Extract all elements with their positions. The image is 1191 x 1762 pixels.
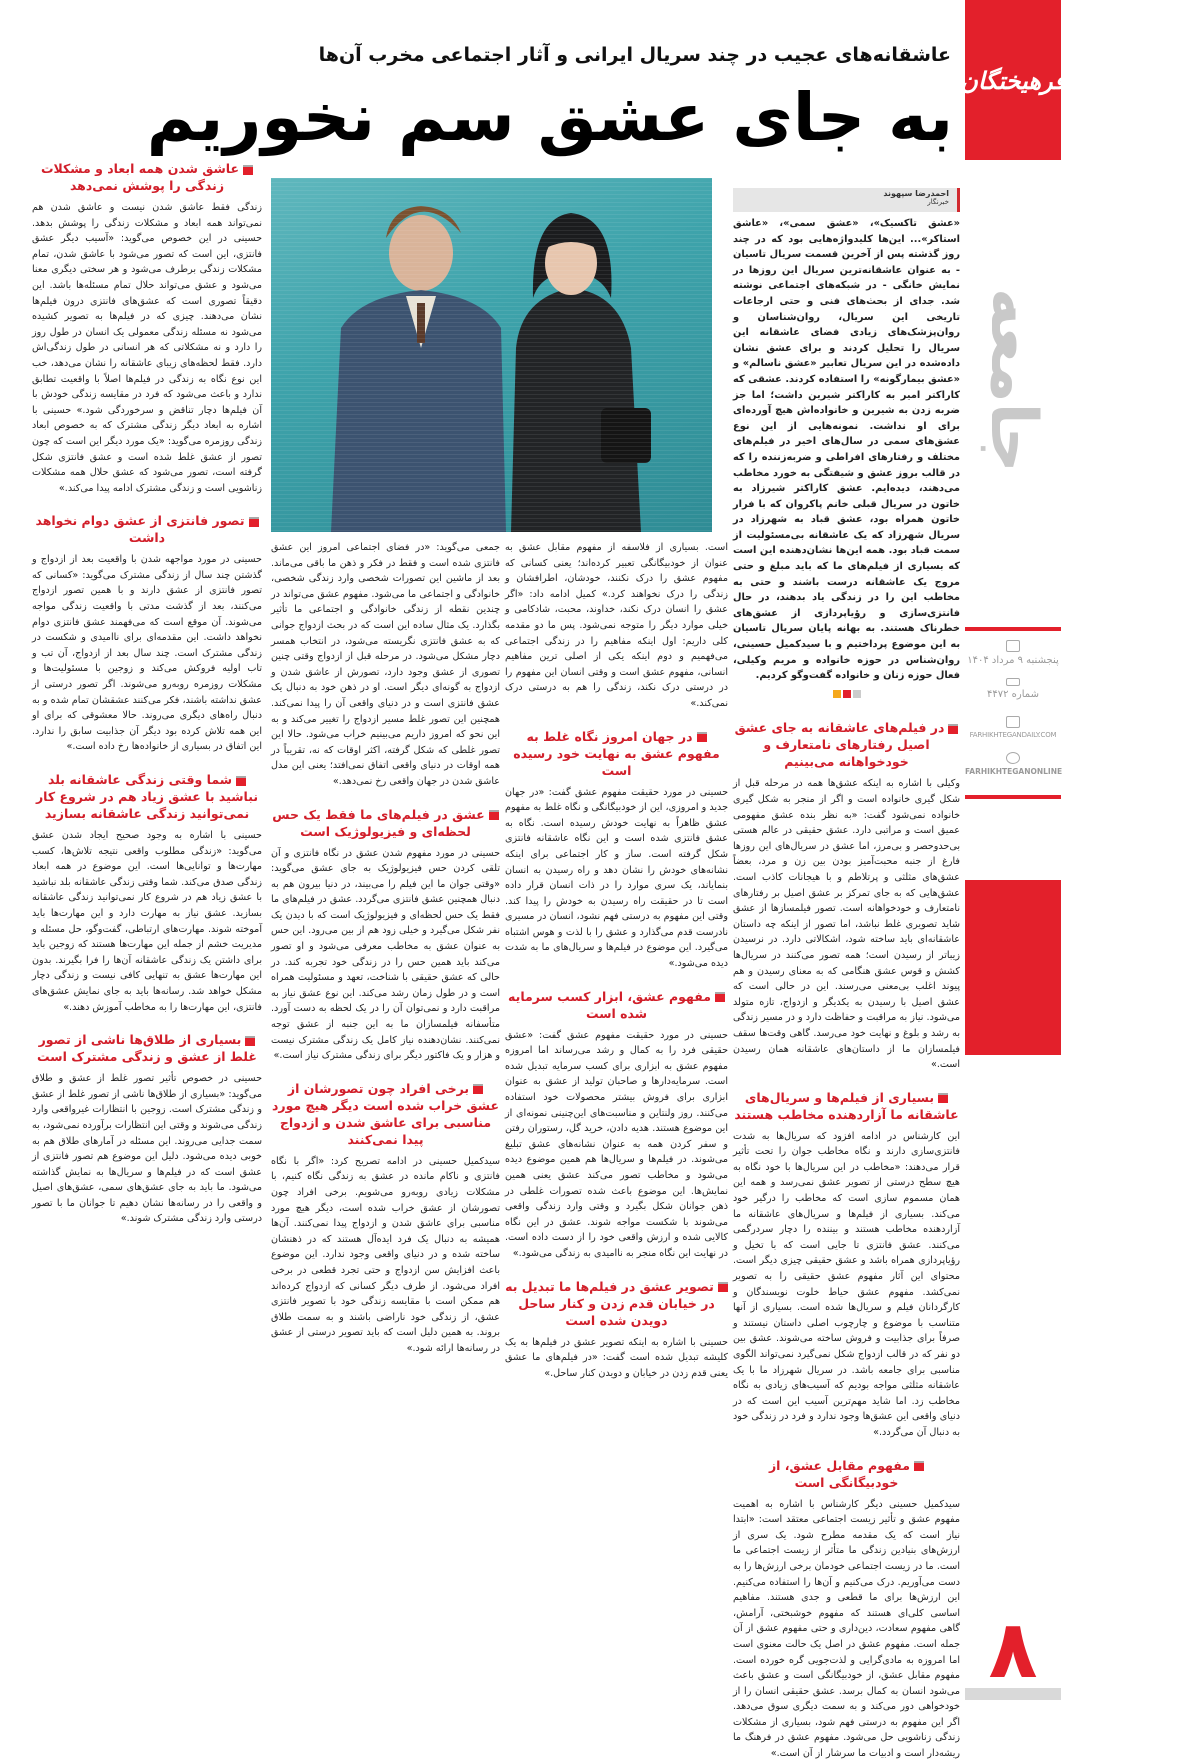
section-heading: بسیاری از طلاق‌ها ناشی از تصور غلط از عشق و زندگی مشترک است: [32, 1031, 262, 1065]
newspaper-icon: [1006, 678, 1020, 686]
section-heading: در فیلم‌های عاشقانه به جای عشق اصیل رفتارهای نامتعارف و خودخواهانه می‌بینیم: [733, 719, 960, 770]
column-3: [271, 540, 500, 1696]
wall-texture: [271, 242, 712, 243]
body-paragraph: حسینی در خصوص تأثیر تصور غلط از عشق و طلاق می‌گوید: «بسیاری از طلاق‌ها ناشی از تصور غلط از عشق و زندگی مشترک است. زوجین با انتظارات غیرواقعی وارد زندگی می‌شوند و وقتی این انتظارات برآورده نمی‌شود، به سمت جدایی می‌روند. این مسئله در آمارهای طلاق هم به خوبی دیده می‌شود. دلیل این موضوع هم تصور فانتزی از عشق است که در فیلم‌ها و سریال‌ها به نمایش گذاشته می‌شود. ما باید به جای عشق‌های سمی، عشق‌های اصیل و واقعی را در رسانه‌ها نشان دهیم تا جوانان ما با تصور درستی وارد زندگی مشترک شوند.»: [32, 1073, 262, 1225]
wall-texture: [271, 506, 712, 507]
wall-texture: [271, 514, 712, 515]
body-paragraph: حسینی با اشاره به اینکه تصویر عشق در فیلم‌ها به یک کلیشه تبدیل شده است گفت: «در فیلم‌های ما عشق یعنی قدم زدن در خیابان و دویدن کنار ساحل.»: [505, 1336, 728, 1379]
wall-texture: [271, 294, 712, 295]
column-2: [505, 540, 728, 1696]
wall-texture: [271, 194, 712, 195]
wall-texture: [271, 186, 712, 187]
body-paragraph: حسینی با اشاره به وجود صحیح ایجاد شدن عشق می‌گوید: «زندگی مطلوب واقعی نتیجه تلاش‌ها، کسب مهارت‌ها و توانایی‌ها است. این موضوع در همه ابعاد زندگی صدق می‌کند. شما وقتی زندگی عاشقانه بلد نباشید با عشق زیاد هم در شروع کار نمی‌توانید زندگی عاشقانه بسازید. عشق نیاز به مهارت دارد و این مهارت‌ها باید آموخته شوند. مهارت‌های ارتباطی، گفت‌وگو، حل مسئله و مدیریت خشم از جمله این مهارت‌ها هستند که زوجین باید برای داشتن یک زندگی عاشقانه آن‌ها را فرا بگیرند. بدون این مهارت‌ها عشق به تنهایی کافی نیست و زندگی دچار مشکل خواهد شد. رسانه‌ها باید به جای نمایش عشق‌های فانتزی، این مهارت‌ها را به مخاطب آموزش دهند.»: [32, 830, 262, 1013]
wall-texture: [271, 530, 712, 531]
wall-texture: [271, 238, 712, 239]
issue-number: [965, 678, 1061, 700]
section-heading: تصور فانتزی از عشق دوام نخواهد داشت: [32, 512, 262, 546]
wall-texture: [271, 338, 712, 339]
color-block: [965, 880, 1061, 1055]
section-name: جامعه: [976, 287, 1050, 473]
wall-texture: [271, 370, 712, 371]
wall-texture: [271, 406, 712, 407]
page-number: ۸: [965, 1600, 1061, 1688]
wall-texture: [271, 342, 712, 343]
wall-texture: [271, 322, 712, 323]
divider: [965, 795, 1061, 799]
headline-kicker: عاشقانه‌های عجیب در چند سریال ایرانی و آثار اجتماعی مخرب آن‌ها: [318, 44, 951, 66]
wall-texture: [271, 466, 712, 467]
wall-texture: [271, 250, 712, 251]
body-paragraph: سیدکمیل حسینی در ادامه تصریح کرد: «اگر با نگاه فانتزی و ناکام مانده در عشق به زندگی نگاه کنیم، با مشکلات زیادی روبه‌رو می‌شویم. برخی افراد چون تصورشان از عشق خراب شده است، دیگر هیچ مورد مناسبی برای عاشق شدن و ازدواج پیدا نمی‌کنند. آن‌ها همیشه به دنبال یک فرد ایده‌آل هستند که در ذهنشان ساخته شده و در دنیای واقعی وجود ندارد. این موضوع باعث افزایش سن ازدواج و حتی تجرد قطعی در برخی افراد می‌شود. از طرف دیگر کسانی که ازدواج کرده‌اند هم ممکن است با مقایسه زندگی خود با تصویر فانتزی عشق، از زندگی خود ناراضی باشند و به سمت طلاق بروند. به همین دلیل است که باید تصویر درستی از عشق در رسانه‌ها ارائه شود.»: [271, 1155, 500, 1354]
wall-texture: [271, 374, 712, 375]
wall-texture: [271, 310, 712, 311]
wall-texture: [271, 410, 712, 411]
wall-texture: [271, 318, 712, 319]
wall-texture: [271, 330, 712, 331]
wall-texture: [271, 522, 712, 523]
wall-texture: [271, 262, 712, 263]
body-paragraph: وکیلی با اشاره به اینکه عشق‌ها همه در مرحله قبل از شکل گیری خانواده است و اگر از منجر به شکل گیری خانواده نمی‌شود گفت: «به نظر بنده عشق مفهومی عمیق است و مراتبی دارد. عشق حقیقی در عالم هستی بی‌حدوحصر و بی‌مرز، اما عشق در سریال‌های این روزها فارغ از جنبه محبت‌آمیز بودن بین زن و مرد، بعضاً عشق‌های مثلثی و پرتلاطم و با هیجانات کاذب است. عشق‌هایی که به جای تمرکز بر عشق اصیل بر رفتارهای نامتعارف و خودخواهانه است. تصور فیلمسازها از عشق شاید تصویری غلط نباشد، اما تصور از اینکه چه داستان عاشقانه‌ای باید ساخته شود، اشکالاتی دارد. در نرسیدن زیباتر از رسیدن است؛ همه تصور می‌کنند در سریال‌ها کشش و قوس عشق هنگامی که به معنای رسیدن و هم پیوند اغلب بی‌معنی می‌رسند. این در حالی است که عشق اصیل با رسیدن به یکدیگر و ازدواج، تازه متولد می‌شود. نیاز به مراقبت و حفاظت دارد و در مسیر زندگی به رشد و بلوغ و نهایت خود می‌رسد. گاهی وقت‌ها سقف فیلمسازان ما از داستان‌های عاشقانه همان رسیدن است.»: [733, 778, 960, 1071]
wall-texture: [271, 270, 712, 271]
author-name: احمدرضا سپهوند: [883, 189, 949, 198]
wall-texture: [271, 218, 712, 219]
wall-texture: [271, 234, 712, 235]
calendar-icon: [1006, 640, 1020, 652]
body-paragraph: حسینی در مورد حقیقت مفهوم عشق گفت: «عشق حقیقی فرد را به کمال و رشد می‌رساند اما امروزه مفهوم عشق به ابزاری برای کسب سرمایه تبدیل شده است. سرمایه‌دارها و صاحبان تولید از عشق به عنوان ابزاری برای فروش بیشتر محصولات خود استفاده می‌کنند. روز ولنتاین و مناسبت‌های این‌چنینی نمونه‌ای از این موضوع هستند. هدیه دادن، خرید گل، رستوران رفتن و سفر کردن همه به عنوان نشانه‌های عشق تبلیغ می‌شوند. در فیلم‌ها و سریال‌ها هم همین موضوع دیده می‌شود و مخاطب تصور می‌کند عشق یعنی همین نمایش‌ها. این موضوع باعث شده تصورات غلطی در ذهن جوانان شکل بگیرد و وقتی وارد زندگی واقعی می‌شوند با شکست مواجه شوند. عشق در این نگاه کالایی شده و ارزش واقعی خود را از دست داده است. در نهایت این نگاه منجر به ناامیدی به زندگی می‌شود.»: [505, 1029, 728, 1259]
wall-texture: [271, 314, 712, 315]
wall-texture: [271, 222, 712, 223]
wall-texture: [271, 358, 712, 359]
divider: [965, 627, 1061, 631]
wall-texture: [271, 482, 712, 483]
wall-texture: [271, 230, 712, 231]
wall-texture: [271, 502, 712, 503]
body-paragraph: زندگی فقط عاشق شدن نیست و عاشق شدن هم نمی‌تواند همه ابعاد و مشکلات زندگی را پوشش بدهد. حسینی در این خصوص می‌گوید: «آسیب دیگر عشق فانتزی، این است که تصور می‌شود با عاشق شدن، تمام مشکلات زندگی برطرف می‌شود و هر سختی دیگری معنا می‌شود و عشق می‌تواند حلال تمام مسئله‌ها باشد. این دقیقاً تصوری است که عشق‌های فانتزی درون فیلم‌ها نشان می‌دهند. چیزی که در فیلم‌ها به تصویر کشیده می‌شود نه مسئله زندگی معمولی یک انسان در طول روز را دارد و نه مشکلاتی که هر انسانی در طول زندگی‌اش دارد. فقط لحظه‌های زیبای عاشقانه را نشان می‌دهد، خب این نوع نگاه به زندگی در فیلم‌ها اصلاً با واقعیت تطابق ندارد و باعث می‌شود که فرد در مقایسه زندگی خودش با آن فیلم‌ها دچار تناقض و سرخوردگی شود.» حسینی با اشاره به ابعاد دیگر زندگی مشترک که به خصوص ابعاد زندگی روزمره می‌گوید: «یک مورد دیگر این است که چون تصور از عشق غلط شده است و عشق فانتزی شکل گرفته است، تصور می‌شود که عشق حلال همه مشکلات زناشویی است و زندگی مشترک ادامه پیدا می‌کند.»: [32, 202, 262, 494]
wall-texture: [271, 366, 712, 367]
wall-texture: [271, 202, 712, 203]
wall-texture: [271, 458, 712, 459]
section-heading: برخی افراد چون تصورشان از عشق خراب شده است دیگر هیچ مورد مناسبی برای عاشق شدن و ازدواج پیدا نمی‌کنند: [271, 1080, 500, 1147]
wall-texture: [271, 190, 712, 191]
wall-texture: [271, 290, 712, 291]
wall-texture: [271, 386, 712, 387]
author-box: [733, 188, 960, 212]
wall-texture: [271, 510, 712, 511]
wall-texture: [271, 246, 712, 247]
wall-texture: [271, 378, 712, 379]
section-heading: در جهان امروز نگاه غلط به مفهوم عشق به نهایت خود رسیده است: [505, 728, 728, 779]
wall-texture: [271, 198, 712, 199]
wall-texture: [271, 462, 712, 463]
body-paragraph: حسینی در مورد مفهوم شدن عشق در نگاه فانتزی و آن تلقی کردن حس فیزیولوژیک به جای عشق می‌گوید: «وقتی جوان ما این فیلم را می‌بیند، در دنیا بیرون هم به دنبال همچنین عشق فانتزی می‌گردد. عشق در فیلم‌های ما فقط یک حس لحظه‌ای و فیزیولوژیک است که با دیدن یک نفر شکل می‌گیرد و خیلی زود هم از بین می‌رود. این حس به عنوان عشق به مخاطب معرفی می‌شود و او تصور می‌کند باید همین حس را در زندگی خود تجربه کند. در حالی که عشق حقیقی با شناخت، تعهد و مسئولیت همراه است و در طول زمان رشد می‌کند. این نوع عشق نیاز به مراقبت دارد و نمی‌توان آن را در یک لحظه به دست آورد. متأسفانه فیلمسازان ما به این جنبه از عشق توجه نمی‌کنند. نشان‌دهنده نیاز کامل یک زندگی مشترک نیست و هزار و یک فاکتور دیگر برای زندگی مشترک نیاز است.»: [271, 847, 500, 1062]
body-paragraph: است. بسیاری از فلاسفه از مفهوم مقابل عشق به عنوان از خودبیگانگی تعبیر کرده‌اند؛ یعنی کسانی که مفهوم عشق را درک نکنند، خودشان، اطرافشان و زندگی را درک نخواهند کرد.» کمیل ادامه داد: «اگر عشق را انسان درک نکند، خداوند، محبت، شادکامی و خیلی موارد دیگر را متوجه نمی‌شود. پس ما دو مقدمه کلی داریم: اول اینکه مفاهیم را در زندگی اجتماعی می‌فهمیم و دوم اینکه یکی از اصلی ترین مفاهیم انسانی، مفهوم عشق است و وقتی انسان این مفهوم را در درستی درک نکند، زندگی را هم به درستی درک نمی‌کند.»: [505, 542, 728, 709]
wall-texture: [271, 478, 712, 479]
wall-texture: [271, 438, 712, 439]
wall-texture: [271, 354, 712, 355]
page-title: به جای عشق سم نخوریم: [146, 79, 953, 156]
wall-texture: [271, 362, 712, 363]
wall-texture: [271, 494, 712, 495]
wall-texture: [271, 214, 712, 215]
issue-date: [965, 640, 1061, 666]
body-paragraph: این کارشناس در ادامه افزود که سریال‌ها به شدت فانتزی‌سازی دارند و نگاه مخاطب جوان را تحت تأثیر قرار می‌دهند: «مخاطب در این سریال‌ها با خود نگاه به هیچ سطح درستی از تصویر عشق نمی‌رسد و همه این همان مسموم سازی است که مخاطب را درگیر خود می‌کند. بسیاری از فیلم‌ها و سریال‌های عاشقانه ما آزاردهنده مخاطب هستند و بیننده را دچار سردرگمی می‌کنند. عشق فانتزی تا جایی است که با تخیل و رؤیاپردازی همراه باشد و عشق حقیقی چیزی دیگر است. محتوای این آثار مفهوم عشق حقیقی را به تصویر نمی‌کشد. مفهوم عشق حیاط خلوت نویسندگان و کارگردانان فیلم و سریال‌ها شده است. بسیاری از آنها متناسب با موضوع و چارچوب اصلی داستان نیستند و صرفاً برای جذابیت و فروش ساخته می‌شوند. عشق بین دو نفر که در قالب ازدواج شکل نمی‌گیرد نمی‌تواند الگوی مناسبی برای جامعه باشد. در سریال شهرزاد ما با یک عاشقانه مثلثی مواجه بودیم که آسیب‌های زیادی به نگاه مخاطب زد. اما شاید مهم‌ترین آسیب این است که در دنیای واقعی این عشق‌ها وجود ندارد و فرد در زندگی خود به دنبال آن می‌گردد.»: [733, 1130, 960, 1438]
wall-texture: [271, 490, 712, 491]
section-heading: مفهوم عشق، ابزار کسب سرمایه شده است: [505, 988, 728, 1022]
wall-texture: [271, 402, 712, 403]
wall-texture: [271, 422, 712, 423]
body-paragraph: جمعی می‌گوید: «در فضای اجتماعی امروز این عشق فانتزی شده است و فقط در فکر و ذهن ما باقی می‌ماند. بعد از ماشین این تصورات شخصی وارد زندگی شخصی، خانوادگی و اجتماعی ما می‌شود. مفهوم عشق می‌تواند در چندین نقطه از زندگی خانوادگی و اجتماعی ما تأثیر بگذارد. یک مثال ساده این است که در بحث ازدواج جوانی که به عشق فانتزی نگریسته می‌شود، در انتخاب همسر دچار مشکل می‌شود. در مرحله قبل از ازدواج وقتی چنین تصوری از عشق وجود دارد، تصورش از عاشق شدن و ازدواج به گونه‌ای دیگر است. او در ذهن خود به دنبال یک عشق فانتزی است و در دنیای واقعی آن را پیدا نمی‌کند. همچنین این تصور غلط مسیر ازدواج را تغییر می‌کند و به این نحو که امروز داریم می‌بینیم خراب می‌شود. حالا این تصور غلطی که شکل گرفته، اکثر اوقات که نه، تقریباً در همه اوقات در دنیای واقعی اتفاق نمی‌افتد؛ یعنی این مدل عاشق شدن در جهان واقعی رخ نمی‌دهد.»: [271, 542, 500, 787]
wall-texture: [271, 258, 712, 259]
wall-texture: [271, 434, 712, 435]
wall-texture: [271, 274, 712, 275]
wall-texture: [271, 178, 712, 179]
wall-texture: [271, 486, 712, 487]
body-paragraph: حسینی در مورد حقیقت مفهوم عشق گفت: «در جهان جدید و امروزی، این از خودبیگانگی و نگاه غلط به مفهوم عشق ظاهراً به نهایت خودش رسیده است. نگاه به عشق فانتزی شده است و این نگاه عاشقانه فانتزی شکل گرفته است. ساز و کار اجتماعی برای اینکه نشانه‌های خودش را نشان دهد و راه رسیدن به انسان بنمایاند، یک سری موارد را در ذات انسان قرار داده است تا در حقیقت راه رسیدن به خودش را پیدا کند. وقتی این مفهوم به درستی فهم نشود، انسان در مسیری نادرست قدم می‌گذارد و عشق را با لذت و هوس اشتباه می‌گیرد. این موضوع در فیلم‌ها و سریال‌های ما به شدت دیده می‌شود.»: [505, 786, 728, 970]
wall-texture: [271, 278, 712, 279]
wall-texture: [271, 454, 712, 455]
section-sidebar: [960, 0, 1066, 1700]
body-paragraph: حسینی در مورد مواجهه شدن با واقعیت بعد از ازدواج و گذشتن چند سال از زندگی مشترک می‌گوید: «کسانی که تصور فانتزی از عشق دارند و با همین تصور ازدواج می‌کنند، بعد از گذشت مدتی با واقعیت زندگی مواجه می‌شوند. آن موقع است که می‌فهمند عشق فانتزی دوام نخواهد داشت. این مقدمه‌ای برای ناامیدی و شکست در زندگی مشترک است. چند سال بعد از ازدواج، آن تب و تاب اولیه فروکش می‌کند و زوجین با مسئولیت‌ها و مشکلات روزمره روبه‌رو می‌شوند. اگر تصور درستی از عشق نداشته باشند، فکر می‌کنند عشقشان تمام شده و به دنبال راه‌های دیگری می‌روند. حالا معشوقی که برای او این همه تلاش کرده بود دیگر آن جذابیت سابق را ندارد. این اتفاق در بسیاری از خانواده‌ها رخ داده است.»: [32, 554, 262, 753]
browser-icon: [1006, 716, 1020, 728]
wall-texture: [271, 446, 712, 447]
lead-paragraph: «عشق تاکسیک»، «عشق سمی»، «عاشق استاکر»... این‌ها کلیدواژه‌هایی بود که در چند روز گذشته پس از آخرین قسمت سریال تاسیان - به عنوان عاشقانه‌ترین سریال این روزها در نمایش خانگی - در شبکه‌های اجتماعی نوشته شد. جدای از بحث‌های فنی و حتی ارجاعات تاریخی این سریال، روان‌شناسان و روان‌پزشک‌های زیادی فضای عاشقانه این سریال را تحلیل کردند و برای عشق نشان داده‌شده در این سریال تعابیر «عشق ناسالم» و «عشق بیمارگونه» را استفاده کردند. عشقی که کاراکتر امیر به کاراکتر شیرین داشت؛ اما جز ضربه زدن به شیرین و خانواده‌اش هیچ آورده‌ای برای او نداشت. نمونه‌هایی از این نوع عشق‌های سمی در سال‌های اخیر در فیلم‌های مختلف و رفتارهای افراطی و ضربه‌زننده را که در قالب بروز عشق و شیفتگی به خورد مخاطب می‌دهند، دیده‌ایم. عشق کاراکتر شیرزاد به خاتون در سریال قبلی خانم پاکروان که با فرار خاتون همراه بود، عشق قباد به شهرزاد در سریال شهرزاد که یک عاشقانه بی‌مسئولیت از سمت قباد بود. همه این‌ها نشان‌دهنده این است که بسیاری از فیلم‌های ما که باید مبلغ و حتی مروج یک عاشقانه درست باشند و حتی به مخاطب این را در زندگی یاد بدهند، در حال فانتزی‌سازی و رؤیاپردازی از عشق‌های خطرناک هستند. به بهانه پایان سریال تاسیان به این موضوع پرداختیم و با سیدکمیل حسینی، روان‌شناس در حوزه خانواده و مریم وکیلی، فعال حوزه زنان و خانواده گفت‌وگو کردیم.: [733, 218, 960, 682]
section-heading: بسیاری از فیلم‌ها و سریال‌های عاشقانه ما آزاردهنده مخاطب هستند: [734, 1089, 959, 1122]
social-text[interactable]: FARHIKHTEGANONLINE: [965, 767, 1063, 776]
section-heading: عاشق شدن همه ابعاد و مشکلات زندگی را پوشش نمی‌دهد: [32, 160, 262, 194]
wall-texture: [271, 334, 712, 335]
wall-texture: [271, 450, 712, 451]
wall-texture: [271, 394, 712, 395]
social-network-icon: [1006, 752, 1020, 764]
wall-texture: [271, 286, 712, 287]
separator-squares: [733, 688, 960, 704]
wall-texture: [271, 426, 712, 427]
wall-texture: [271, 282, 712, 283]
wall-texture: [271, 350, 712, 351]
wall-texture: [271, 346, 712, 347]
wall-texture: [271, 442, 712, 443]
wall-texture: [271, 430, 712, 431]
wall-texture: [271, 302, 712, 303]
newspaper-logo: فرهیختگان: [965, 0, 1061, 160]
wall-texture: [271, 306, 712, 307]
author-role: خبرنگار: [927, 198, 949, 206]
wall-texture: [271, 474, 712, 475]
website[interactable]: [965, 716, 1061, 739]
section-heading: عشق در فیلم‌های ما فقط یک حس لحظه‌ای و فیزیولوژیک است: [271, 806, 500, 840]
column-1: [733, 216, 960, 1760]
wall-texture: [271, 326, 712, 327]
wall-texture: [271, 414, 712, 415]
wall-texture: [271, 390, 712, 391]
wall-texture: [271, 206, 712, 207]
wall-texture: [271, 210, 712, 211]
wall-texture: [271, 254, 712, 255]
wall-texture: [271, 498, 712, 499]
wall-texture: [271, 226, 712, 227]
wall-texture: [271, 266, 712, 267]
section-heading: شما وقتی زندگی عاشقانه بلد نباشید با عشق زیاد هم در شروع کار نمی‌توانید زندگی عاشقانه بسازید: [32, 771, 262, 822]
issue-text: شماره ۴۴۷۲: [987, 689, 1039, 700]
wall-texture: [271, 518, 712, 519]
wall-texture: [271, 526, 712, 527]
website-text[interactable]: FARHIKHTEGANDAILY.COM: [969, 731, 1057, 739]
body-paragraph: سیدکمیل حسینی دیگر کارشناس با اشاره به اهمیت مفهوم عشق و تأثیر زیست اجتماعی معتقد است: «ابتدا نیاز است که یک مقدمه مطرح شود. یک سری از ارزش‌های بنیادین زندگی ما متأثر از زیست اجتماعی ما است. ما در زیست اجتماعی خودمان برخی ارزش‌ها را به دست می‌آوریم. درک می‌کنیم و آن‌ها را استفاده می‌کنیم. این ارزش‌ها برای ما قطعی و جدی هستند. مفاهیم اساسی کلی‌ای هستند که مفهوم خوشبختی، آرامش، گاهی مفهوم سعادت، دین‌داری و حتی مفهوم عشق از آن جمله است. مفهوم عشق در اصل یک حالت معنوی است اما امروزه به مادی‌گرایی و لذت‌جویی گره خورده است. مفهوم مقابل عشق، از خودبیگانگی است و عشق باعث می‌شود انسان به کمال برسد. عشق حقیقی انسان را از خودخواهی دور می‌کند و به سمت دیگری سوق می‌دهد. اگر این مفهوم به درستی فهم شود، بسیاری از مشکلات زندگی زناشویی حل می‌شود. مفهوم عشق در فرهنگ ما ریشه‌دار است و ادبیات ما سرشار از آن است.»: [733, 1498, 960, 1760]
wall-texture: [271, 182, 712, 183]
date-text: پنجشنبه ۹ مرداد ۱۴۰۴: [967, 655, 1059, 666]
wall-texture: [271, 418, 712, 419]
column-4: [32, 160, 262, 1696]
wall-texture: [271, 382, 712, 383]
wall-texture: [271, 298, 712, 299]
section-heading: تصویر عشق در فیلم‌ها ما تبدیل به در خیابان قدم زدن و کنار ساحل دویدن شده است: [505, 1278, 728, 1329]
section-heading: مفهوم مقابل عشق، از خودبیگانگی است: [733, 1457, 960, 1491]
article-photo: [271, 178, 712, 532]
social-handle[interactable]: [965, 752, 1061, 776]
wall-texture: [271, 470, 712, 471]
wall-texture: [271, 398, 712, 399]
